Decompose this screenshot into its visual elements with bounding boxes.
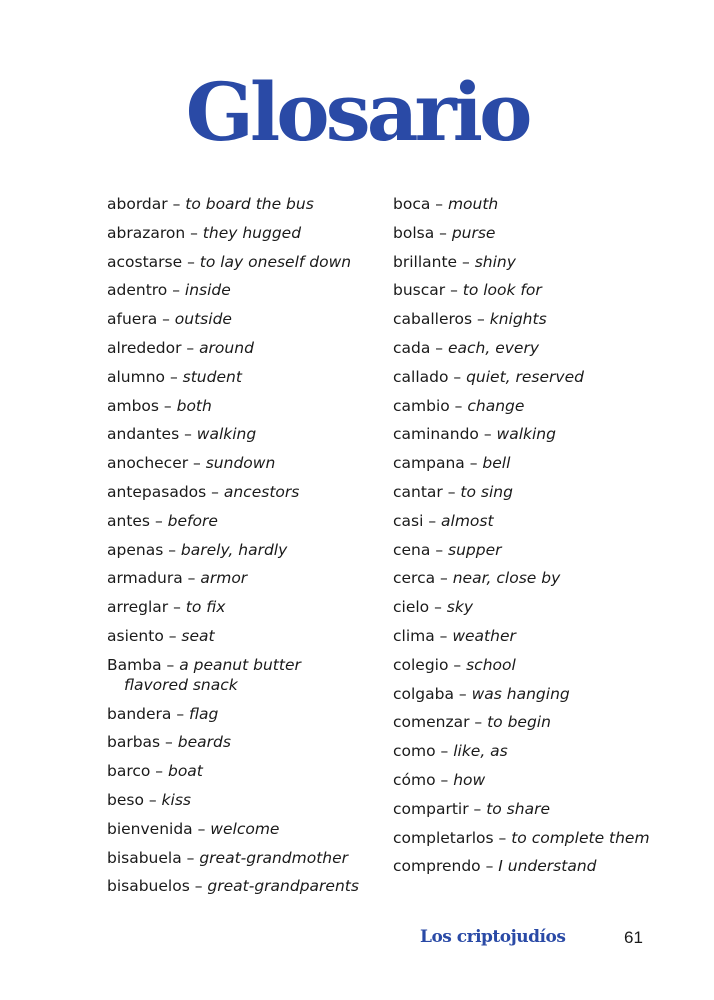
glossary-definition: sundown: [205, 454, 276, 473]
glossary-term: brillante: [393, 252, 458, 271]
glossary-definition: outside: [174, 310, 232, 329]
glossary-definition: like, as: [453, 742, 508, 761]
term-separator: –: [468, 799, 487, 818]
term-separator: –: [430, 338, 448, 357]
glossary-entry: [393, 305, 693, 334]
glossary-entry: [393, 478, 693, 507]
term-separator: –: [449, 396, 468, 415]
term-separator: –: [160, 733, 178, 752]
glossary-term: antes: [107, 511, 151, 530]
glossary-term: cambio: [393, 396, 450, 415]
term-separator: –: [472, 310, 490, 329]
glossary-term: colegio: [393, 655, 449, 674]
glossary-entry: [393, 276, 693, 305]
glossary-definition: to begin: [487, 713, 551, 732]
glossary-entry: [393, 852, 693, 881]
glossary-definition: around: [199, 338, 254, 357]
glossary-definition: to share: [486, 799, 550, 818]
glossary-definition: great-grandparents: [207, 877, 359, 896]
glossary-definition: to sing: [460, 482, 513, 501]
glossary-entry: [393, 651, 693, 680]
glossary-entry: [393, 334, 693, 363]
glossary-term: bienvenida: [107, 819, 193, 838]
term-separator: –: [434, 223, 452, 242]
glossary-definition: armor: [200, 569, 248, 588]
glossary-entry: [393, 449, 693, 478]
glossary-definition: quiet, reserved: [466, 367, 584, 386]
glossary-entry: [393, 622, 693, 651]
term-separator: –: [435, 770, 454, 789]
glossary-entry: [107, 815, 392, 844]
glossary-definition: walking: [496, 425, 556, 444]
term-separator: –: [429, 598, 447, 617]
page-title: Glosario: [185, 65, 529, 159]
glossary-entry: [107, 478, 392, 507]
term-separator: –: [181, 338, 200, 357]
term-separator: –: [430, 195, 448, 213]
glossary-entry: [393, 190, 693, 219]
term-separator: –: [430, 540, 448, 559]
glossary-term: beso: [107, 790, 144, 809]
term-separator: –: [150, 762, 168, 781]
glossary-definition: to fix: [185, 598, 226, 617]
term-separator: –: [182, 252, 200, 271]
glossary-definition: walking: [196, 425, 257, 444]
glossary-entry: [107, 651, 392, 700]
term-separator: –: [434, 626, 453, 645]
glossary-term: barco: [107, 762, 151, 781]
term-separator: –: [480, 857, 499, 876]
glossary-term: cómo: [393, 770, 436, 789]
glossary-definition: how: [453, 770, 486, 789]
glossary-definition: near, close by: [452, 569, 561, 588]
glossary-entry: [107, 622, 392, 651]
glossary-definition: kiss: [161, 790, 191, 809]
glossary-definition: boat: [167, 762, 203, 781]
glossary-definition: shiny: [474, 252, 516, 271]
glossary-term: bolsa: [393, 223, 435, 242]
glossary-definition: supper: [448, 540, 502, 559]
glossary-definition: to look for: [462, 281, 542, 300]
term-separator: –: [493, 828, 512, 847]
glossary-term: como: [393, 742, 436, 761]
term-separator: –: [143, 790, 162, 809]
glossary-definition: to complete them: [511, 828, 650, 847]
glossary-definition: change: [467, 396, 525, 415]
term-separator: –: [448, 367, 467, 386]
glossary-entry: [393, 420, 693, 449]
glossary-term: campana: [393, 454, 465, 473]
glossary-definition: welcome: [210, 819, 280, 838]
glossary-entry: [393, 248, 693, 277]
glossary-entry: [393, 507, 693, 536]
term-separator: –: [188, 454, 206, 473]
term-separator: –: [168, 598, 186, 617]
term-separator: –: [171, 704, 190, 723]
term-separator: –: [423, 511, 442, 530]
glossary-entry: [107, 728, 392, 757]
glossary-term: cielo: [393, 598, 430, 617]
term-separator: –: [157, 310, 175, 329]
glossary-entry: [107, 449, 392, 478]
glossary-definition: both: [176, 396, 212, 415]
glossary-term: arreglar: [107, 598, 169, 617]
glossary-entry: [393, 593, 693, 622]
glossary-term: antepasados: [107, 482, 207, 501]
term-separator: –: [182, 569, 201, 588]
term-separator: –: [457, 252, 475, 271]
glossary-definition: to board the bus: [185, 195, 314, 213]
glossary-term: casi: [393, 511, 424, 530]
term-separator: –: [192, 819, 211, 838]
glossary-definition: seat: [181, 626, 215, 645]
glossary-term: afuera: [107, 310, 158, 329]
glossary-entry: [107, 536, 392, 565]
glossary-term: bisabuelos: [107, 877, 190, 896]
glossary-entry: [393, 766, 693, 795]
glossary-term: bisabuela: [107, 848, 182, 867]
glossary-entry: [393, 708, 693, 737]
glossary-term: caballeros: [393, 310, 473, 329]
term-separator: –: [206, 482, 224, 501]
glossary-term: Bamba: [107, 655, 162, 674]
glossary-entry: [107, 564, 392, 593]
glossary-term: cerca: [393, 569, 436, 588]
glossary-entry: [393, 564, 693, 593]
glossary-entry: [107, 363, 392, 392]
glossary-term: alumno: [107, 367, 166, 386]
glossary-definition: each, every: [447, 338, 539, 357]
glossary-entry: [393, 392, 693, 421]
glossary-term: apenas: [107, 540, 164, 559]
term-separator: –: [165, 367, 183, 386]
glossary-term: compartir: [393, 799, 469, 818]
glossary-entry: [107, 507, 392, 536]
glossary-entry: [393, 219, 693, 248]
glossary-entry: [107, 276, 392, 305]
glossary-entry: [107, 786, 392, 815]
glossary-term: caminando: [393, 425, 479, 444]
glossary-term: abordar: [107, 195, 168, 213]
glossary-term: clima: [393, 626, 435, 645]
glossary-term: colgaba: [393, 684, 454, 703]
glossary-definition: was hanging: [471, 684, 570, 703]
term-separator: –: [181, 848, 200, 867]
glossary-term: andantes: [107, 425, 180, 444]
glossary-entry: [107, 305, 392, 334]
term-separator: –: [167, 281, 185, 300]
glossary-entry: [107, 219, 392, 248]
glossary-entry: [107, 420, 392, 449]
term-separator: –: [464, 454, 483, 473]
term-separator: –: [445, 281, 463, 300]
glossary-term: alrededor: [107, 338, 182, 357]
glossary-term: armadura: [107, 569, 183, 588]
glossary-definition: inside: [184, 281, 231, 300]
glossary-term: boca: [393, 195, 431, 213]
glossary-entry: [107, 844, 392, 873]
glossary-definition: purse: [451, 223, 496, 242]
glossary-definition: weather: [452, 626, 516, 645]
glossary-entry: [107, 872, 392, 901]
glossary-definition: barely, hardly: [180, 540, 288, 559]
glossary-column-left: [107, 190, 392, 901]
term-separator: –: [185, 223, 203, 242]
glossary-term: ambos: [107, 396, 159, 415]
glossary-definition: great-grandmother: [199, 848, 349, 867]
glossary-entry: [393, 680, 693, 709]
glossary-entry: [393, 824, 693, 853]
glossary-term: asiento: [107, 626, 164, 645]
term-separator: –: [454, 684, 472, 703]
glossary-definition: beards: [177, 733, 231, 752]
term-separator: –: [163, 626, 182, 645]
glossary-definition: school: [466, 655, 516, 674]
glossary-entry: [393, 737, 693, 766]
glossary-definition-continuation: flavored snack: [124, 675, 238, 694]
glossary-term: adentro: [107, 281, 168, 300]
glossary-column-right: [393, 190, 693, 881]
glossary-definition: before: [167, 511, 218, 530]
glossary-term: anochecer: [107, 454, 189, 473]
glossary-definition: almost: [441, 511, 494, 530]
glossary-entry: [107, 248, 392, 277]
term-separator: –: [150, 511, 168, 530]
glossary-term: comenzar: [393, 713, 470, 732]
glossary-entry: [107, 190, 392, 219]
glossary-definition: ancestors: [223, 482, 300, 501]
page-number: 61: [624, 928, 643, 947]
glossary-definition: to lay oneself down: [199, 252, 352, 271]
glossary-definition: they hugged: [202, 223, 302, 242]
glossary-definition: bell: [482, 454, 511, 473]
term-separator: –: [435, 569, 453, 588]
glossary-entry: [393, 363, 693, 392]
glossary-entry: [107, 334, 392, 363]
glossary-term: comprendo: [393, 857, 481, 876]
glossary-term: buscar: [393, 281, 446, 300]
glossary-term: barbas: [107, 733, 161, 752]
glossary-term: abrazaron: [107, 223, 186, 242]
glossary-entry: [107, 392, 392, 421]
term-separator: –: [469, 713, 488, 732]
glossary-definition: flag: [189, 704, 219, 723]
footer-book-title: Los criptojudíos: [420, 927, 566, 947]
glossary-term: completarlos: [393, 828, 494, 847]
term-separator: –: [189, 877, 208, 896]
term-separator: –: [161, 655, 180, 674]
glossary-entry: [107, 700, 392, 729]
glossary-entry: [107, 757, 392, 786]
glossary-term: cada: [393, 338, 431, 357]
term-separator: –: [442, 482, 461, 501]
glossary-definition: I understand: [498, 857, 597, 876]
glossary-entry: [393, 536, 693, 565]
term-separator: –: [167, 195, 186, 213]
glossary-definition: sky: [446, 598, 473, 617]
glossary-definition: knights: [489, 310, 547, 329]
glossary-entry: [107, 593, 392, 622]
glossary-term: bandera: [107, 704, 172, 723]
glossary-term: cena: [393, 540, 431, 559]
glossary-entry: [393, 795, 693, 824]
term-separator: –: [448, 655, 467, 674]
glossary-definition: student: [182, 367, 242, 386]
glossary-term: acostarse: [107, 252, 183, 271]
term-separator: –: [163, 540, 181, 559]
glossary-definition: a peanut butter: [179, 655, 301, 674]
glossary-definition: mouth: [447, 195, 499, 213]
term-separator: –: [435, 742, 454, 761]
term-separator: –: [478, 425, 497, 444]
glossary-term: cantar: [393, 482, 443, 501]
glossary-term: callado: [393, 367, 449, 386]
term-separator: –: [159, 396, 177, 415]
term-separator: –: [179, 425, 197, 444]
